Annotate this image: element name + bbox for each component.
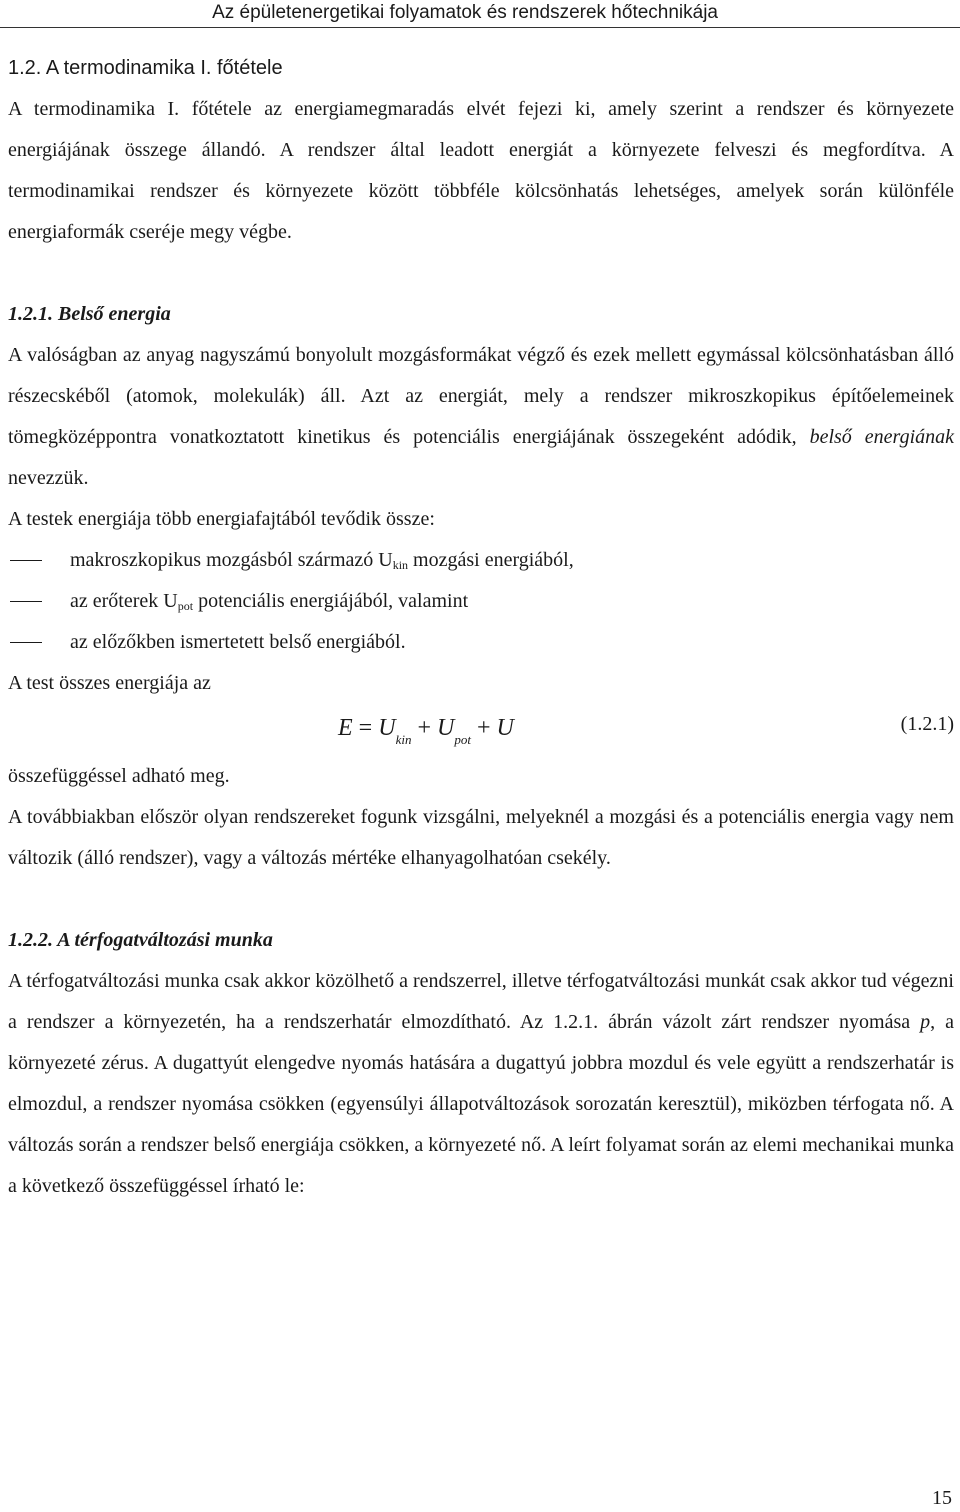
paragraph-text: , a környezeté zérus. A dugattyút elengedve nyomás hatására a dugattyú jobbra mozdul és vele együtt a rendszerhatár is elmozdul, a rendszer nyomása csökken (egyensúlyi állapotváltozások sorozatán keresztül), miközben térfogata nő. A változás során a rendszer belső energiája csökken, a környezeté nő. A leírt folyamat során az elemi mechanikai munka a következő összefüggéssel írható le:	[8, 1011, 954, 1197]
eq-operator: +	[417, 715, 431, 741]
internal-energy-paragraph	[8, 335, 954, 499]
list-item	[8, 581, 954, 622]
dash-bullet	[10, 560, 42, 561]
subscript: kin	[392, 558, 409, 572]
eq-symbol: E	[338, 715, 353, 741]
equation-formula	[338, 708, 514, 749]
paragraph-text: A térfogatváltozási munka csak akkor közölhető a rendszerrel, illetve térfogatváltozási munkát csak akkor tud végezni a rendszer a környezetén, ha a rendszerhatár elmozdítható. Az 1.2.1. ábrán vázolt zárt rendszer nyomása	[8, 970, 954, 1033]
subscript: pot	[177, 599, 194, 613]
page-content	[8, 48, 954, 1207]
subsection-title-volume-work: 1.2.2. A térfogatváltozási munka	[8, 929, 273, 951]
subsection-title-internal-energy: 1.2.1. Belső energia	[8, 303, 171, 325]
running-header: Az épületenergetikai folyamatok és rendszerek hőtechnikája	[212, 2, 718, 23]
list-text: makroszkopikus mozgásból származó U	[70, 549, 393, 571]
list-item	[8, 622, 954, 663]
eq-operator: +	[476, 715, 491, 741]
equation-1-2-1	[8, 704, 954, 756]
equation-follow-text: összefüggéssel adható meg.	[8, 765, 230, 787]
section-title: 1.2. A termodinamika I. főtétele	[8, 57, 283, 79]
list-text: az erőterek U	[70, 590, 178, 612]
dash-bullet	[10, 642, 42, 643]
spacer	[8, 253, 954, 294]
eq-symbol: U	[496, 715, 514, 741]
paragraph-text: A valóságban az anyag nagyszámú bonyolult mozgásformákat végző és ezek mellett egymással kölcsönhatásban álló részecskéből (atomok, molekulák) áll. Azt az energiát, mely a rendszer mikroszkopikus építőelemeinek tömegközéppontra vonatkoztatott kinetikus és potenciális energiájának összegeként adódik,	[8, 344, 954, 448]
energy-types-intro: A testek energiája több energiafajtából tevődik össze:	[8, 508, 435, 530]
page-number: 15	[932, 1487, 952, 1509]
list-text: potenciális energiájából, valamint	[193, 590, 469, 612]
energy-types-list	[8, 540, 954, 663]
volume-work-paragraph	[8, 961, 954, 1207]
eq-subscript: kin	[395, 732, 412, 747]
list-text: mozgási energiából,	[408, 549, 574, 571]
eq-symbol: U	[437, 715, 455, 741]
total-energy-intro: A test összes energiája az	[8, 672, 211, 694]
eq-subscript: pot	[454, 732, 471, 747]
eq-operator: =	[358, 715, 373, 741]
header-rule	[0, 27, 960, 28]
defined-term: belső energiának	[809, 426, 955, 448]
paragraph-text: nevezzük.	[8, 467, 89, 489]
list-item	[8, 540, 954, 581]
further-analysis-paragraph: A továbbiakban először olyan rendszereket fogunk vizsgálni, melyeknél a mozgási és a potenciális energia vagy nem változik (álló rendszer), vagy a változás mértéke elhanyagolhatóan csekély.	[8, 806, 954, 869]
equation-number: (1.2.1)	[900, 713, 954, 735]
spacer	[8, 879, 954, 920]
section-intro-paragraph: A termodinamika I. főtétele az energiamegmaradás elvét fejezi ki, amely szerint a rendszer és környezete energiájának összege állandó. A rendszer által leadott energiát a környezete felveszi és megfordítva. A termodinamikai rendszer és környezete között többféle kölcsönhatás lehetséges, amelyek során különféle energiaformák cseréje megy végbe.	[8, 98, 954, 243]
eq-symbol: U	[378, 715, 396, 741]
list-text: az előzőkben ismertetett belső energiából.	[70, 631, 406, 653]
pressure-variable: p	[920, 1011, 931, 1033]
dash-bullet	[10, 601, 42, 602]
